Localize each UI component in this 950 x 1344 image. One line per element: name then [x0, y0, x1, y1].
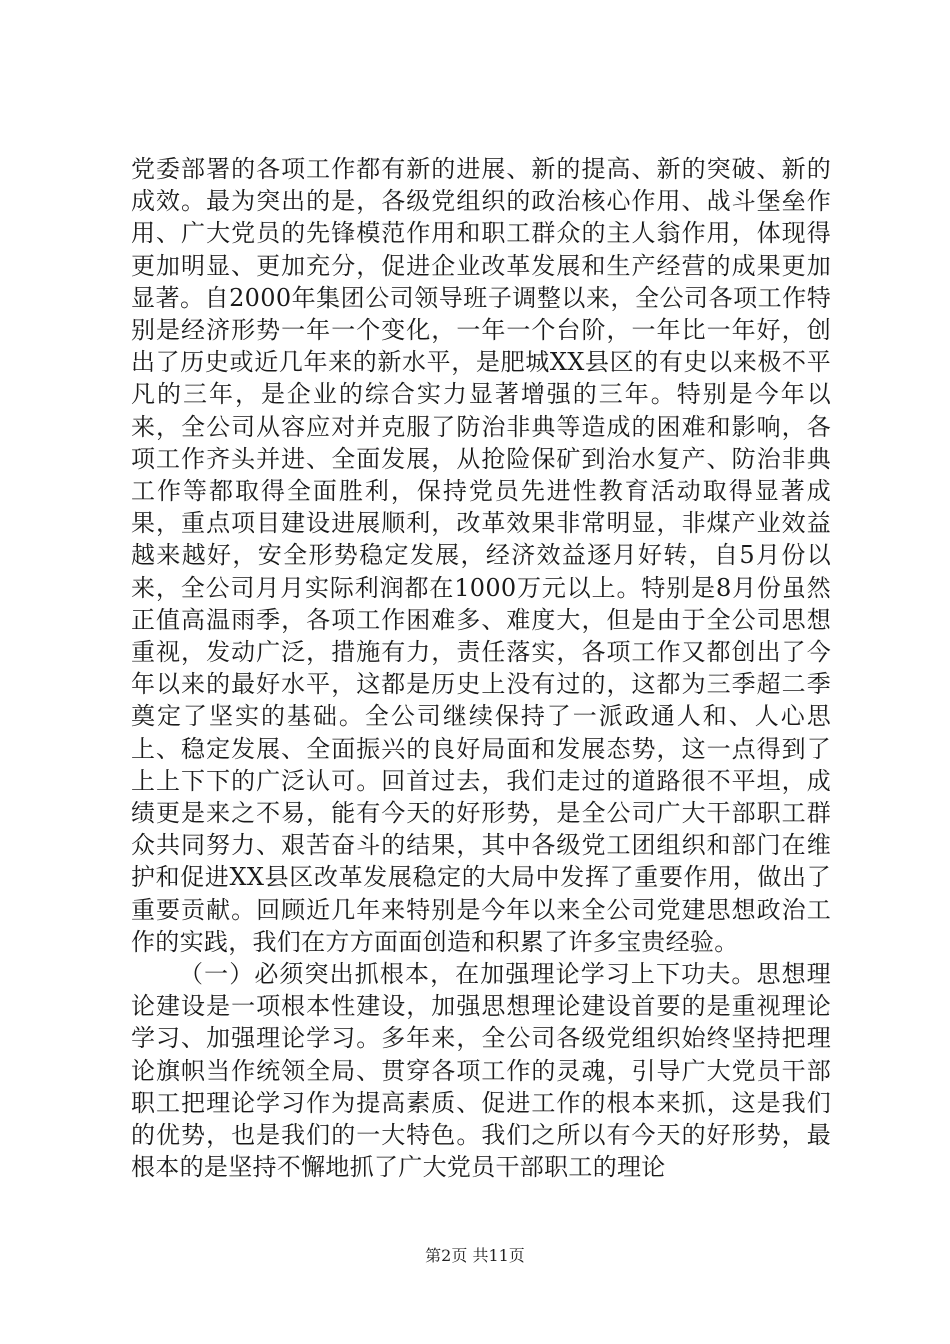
paragraph-1: 党委部署的各项工作都有新的进展、新的提高、新的突破、新的成效。最为突出的是，各级党组织的政治核心作用、战斗堡垒作用、广大党员的先锋模范作用和职工群众的主人翁作用，体现得更加明显、更加充分，促进企业改革发展和生产经营的成果更加显著。自2000年集团公司领导班子调整以来，全公司各项工作特别是经济形势一年一个变化，一年一个台阶，一年比一年好，创出了历史或近几年来的新水平，是肥城XX县区的有史以来极不平凡的三年，是企业的综合实力显著增强的三年。特别是今年以来，全公司从容应对并克服了防治非典等造成的困难和影响，各项工作齐头并进、全面发展，从抢险保矿到治水复产、防治非典工作等都取得全面胜利，保持党员先进性教育活动取得显著成果，重点项目建设进展顺利，改革效果非常明显，非煤产业效益越来越好，安全形势稳定发展，经济效益逐月好转，自5月份以来，全公司月月实际利润都在1000万元以上。特别是8月份虽然正值高温雨季，各项工作困难多、难度大，但是由于全公司思想重视，发动广泛，措施有力，责任落实，各项工作又都创出了今年以来的最好水平，这都是历史上没有过的，这都为三季超二季奠定了坚实的基础。全公司继续保持了一派政通人和、人心思上、稳定发展、全面振兴的良好局面和发展态势，这一点得到了上上下下的广泛认可。回首过去，我们走过的道路很不平坦，成绩更是来之不易，能有今天的好形势，是全公司广大干部职工群众共同努力、艰苦奋斗的结果，其中各级党工团组织和部门在维护和促进XX县区改革发展稳定的大局中发挥了重要作用，做出了重要贡献。回顾近几年来特别是今年以来全公司党建思想政治工作的实践，我们在方方面面创造和积累了许多宝贵经验。: [131, 155, 831, 956]
body-text: [131, 153, 831, 1184]
page-footer: 第2页 共11页: [425, 1246, 525, 1265]
paragraph-2: （一）必须突出抓根本，在加强理论学习上下功夫。思想理论建设是一项根本性建设，加强思想理论建设首要的是重视理论学习、加强理论学习。多年来，全公司各级党组织始终坚持把理论旗帜当作统领全局、贯穿各项工作的灵魂，引导广大党员干部职工把理论学习作为提高素质、促进工作的根本来抓，这是我们的优势，也是我们的一大特色。我们之所以有今天的好形势，最根本的是坚持不懈地抓了广大党员干部职工的理论: [131, 960, 831, 1182]
